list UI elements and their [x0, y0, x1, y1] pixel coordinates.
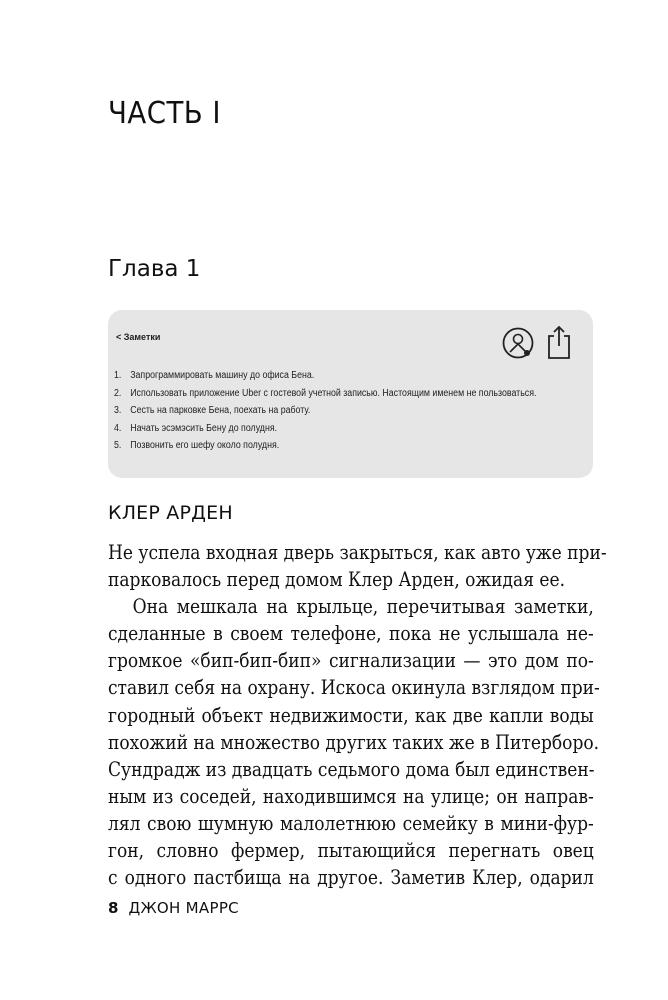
notes-screenshot: [108, 310, 593, 478]
add-person-icon[interactable]: [502, 327, 536, 361]
note-item: [114, 420, 536, 438]
body-line: громкое «бип-бип-бип» сигнализации — это дом по-: [108, 649, 594, 673]
body-line: ным из соседей, находившимся на улице; он направ-: [108, 784, 594, 808]
part-title: ЧАСТЬ I: [108, 96, 222, 131]
body-text: [108, 539, 607, 891]
body-line: парковалось перед домом Клер Арден, ожидая ее.: [108, 568, 566, 592]
body-line: с одного пастбища на другое. Заметив Клер, одарил: [108, 866, 594, 890]
body-line: похожий на множество других таких же в Питерборо.: [108, 730, 600, 754]
body-line: сделанные в своем телефоне, пока не услышала не-: [108, 622, 594, 646]
share-icon[interactable]: [546, 324, 572, 360]
note-item: [114, 437, 536, 455]
author-name: ДЖОН МАРРС: [128, 899, 239, 917]
notes-back-button[interactable]: < Заметки: [116, 332, 161, 342]
body-line: Не успела входная дверь закрыться, как авто уже при-: [108, 541, 607, 564]
notes-list: [114, 367, 583, 455]
body-line: гон, словно фермер, пытающийся перегнать овец: [108, 839, 594, 863]
body-line: Сундрадж из двадцать седьмого дома был единствен-: [108, 757, 595, 781]
body-line: ставил себя на охрану. Искоса окинула взглядом при-: [108, 676, 600, 700]
note-number: 2.: [114, 387, 122, 399]
note-text: Сесть на парковке Бена, поехать на работу.: [130, 405, 311, 416]
chapter-title: Глава 1: [108, 256, 201, 282]
note-item: [114, 385, 536, 403]
note-number: 3.: [114, 405, 122, 416]
page-number: 8: [108, 899, 119, 917]
note-number: 1.: [114, 370, 122, 381]
body-line: лял свою шумную малолетнюю семейку в мини-фур-: [108, 811, 594, 835]
section-heading-heroine: КЛЕР АРДЕН: [108, 502, 233, 524]
note-number: 4.: [114, 422, 122, 434]
note-text: Позвонить его шефу около полудня.: [130, 440, 280, 451]
body-line: городный объект недвижимости, как две капли воды: [108, 703, 594, 727]
note-item: [114, 402, 536, 420]
note-number: 5.: [114, 440, 122, 451]
note-text: Использовать приложение Uber с гостевой учетной записью. Настоящим именем не пользоваться.: [130, 387, 537, 399]
body-line: Она мешкала на крыльце, перечитывая заметки,: [132, 595, 594, 619]
note-item: [114, 367, 536, 385]
note-text: Начать эсэмэсить Бену до полудня.: [130, 422, 278, 434]
note-text: Запрограммировать машину до офиса Бена.: [130, 370, 315, 381]
page-footer: [108, 899, 239, 917]
